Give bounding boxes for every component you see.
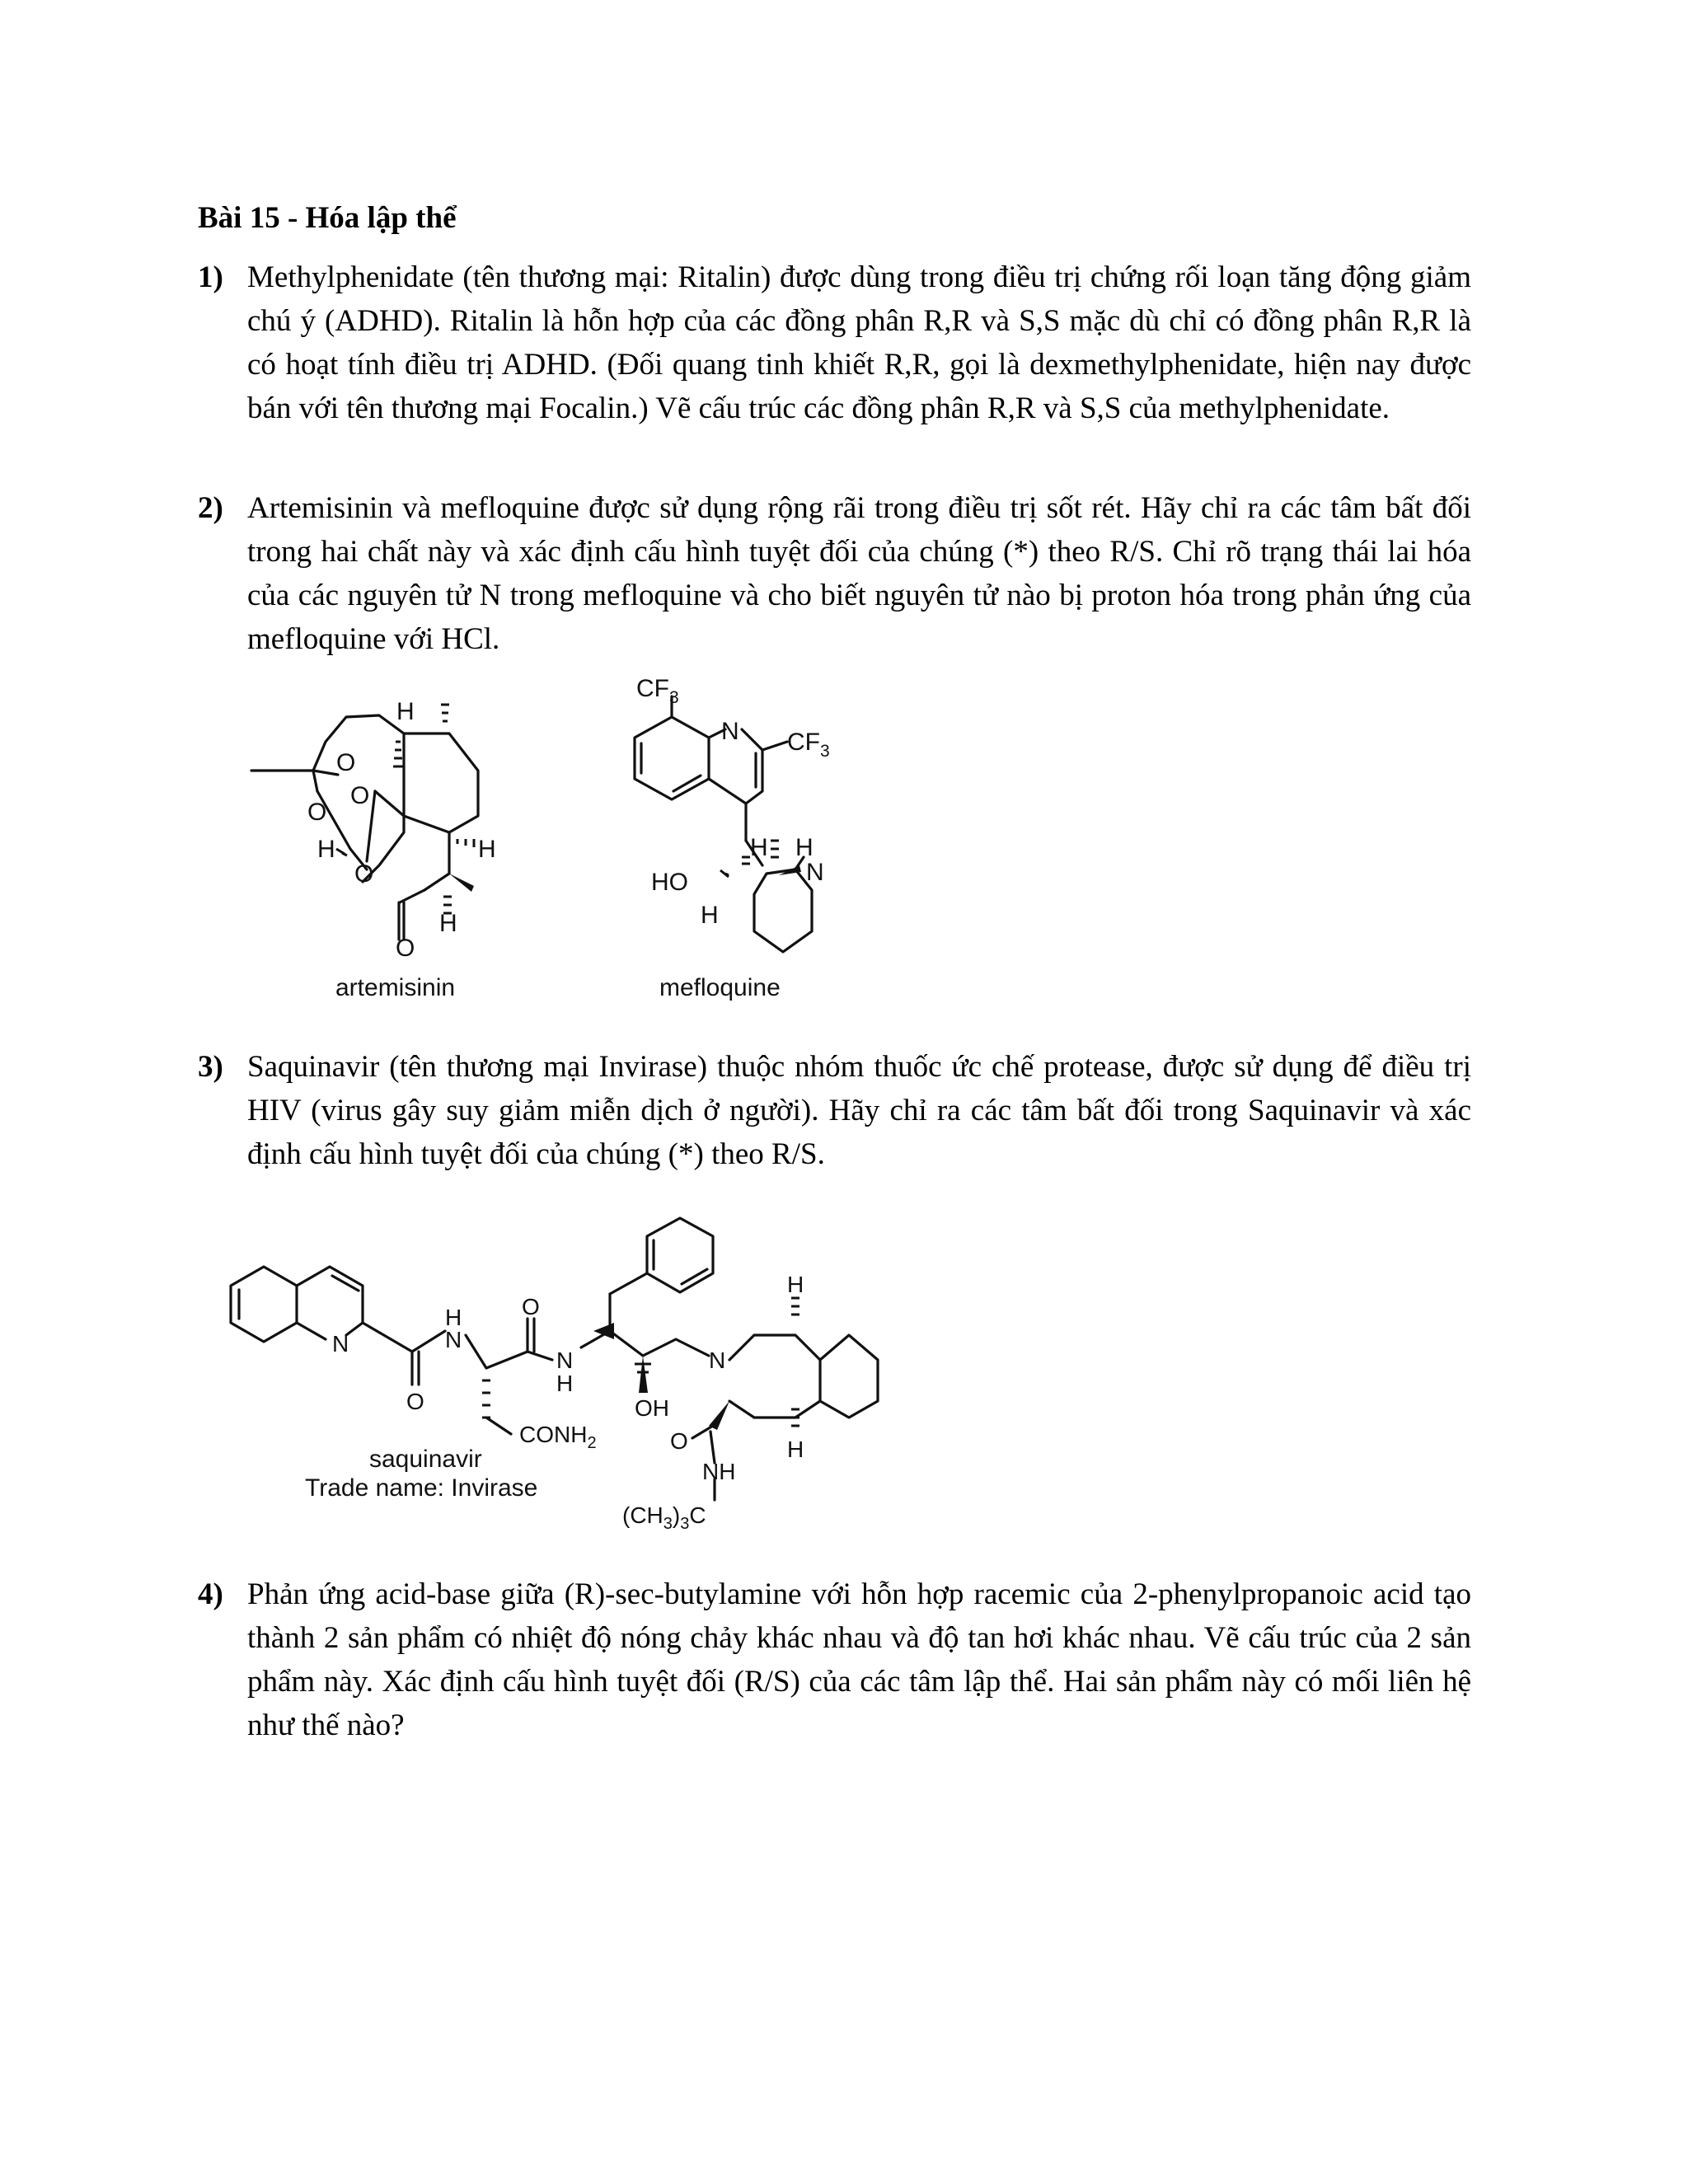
atom-label: N [445,1327,462,1352]
figure-caption: mefloquine [659,974,781,1001]
atom-label: N [721,718,739,745]
mefloquine-structure [593,676,874,1005]
atom-label: O [354,860,374,888]
atom-label: O [336,749,356,776]
figure-trade-name: Trade name: Invirase [305,1474,538,1502]
question-number: 2) [198,491,223,525]
atom-label: N [556,1347,574,1373]
atom-label: H [445,1305,462,1330]
atom-label: H [478,836,496,863]
question-1 [198,255,1471,430]
atom-label: H [439,910,457,937]
atom-label: H [787,1272,804,1297]
atom-label: OH [635,1395,669,1421]
atom-label: O [307,799,327,826]
atom-label: H [396,698,415,725]
question-4 [198,1572,1471,1747]
atom-label: H [317,836,335,863]
question-text: Methylphenidate (tên thương mại: Ritalin) được dùng trong điều trị chứng rối loạn tăng động giảm chú ý (ADHD). Ritalin là hỗn hợp của các đồng phân R,R và S,S mặc dù chỉ có đồng phân R,R là có hoạt tính điều trị ADHD. (Đối quang tinh khiết R,R, gọi là dexmethylphenidate, hiện nay được bán với tên thương mại Focalin.) Vẽ cấu trúc các đồng phân R,R và S,S của methylphenidate. [247,260,1471,425]
atom-label: H [750,834,768,861]
question-3 [198,1045,1471,1176]
atom-label: O [522,1294,540,1319]
figure-caption: artemisinin [335,974,456,1001]
artemisinin-structure [239,684,511,1005]
question-2 [198,486,1471,661]
question-number: 4) [198,1577,223,1611]
figure-caption: saquinavir [369,1446,482,1473]
page-title: Bài 15 - Hóa lập thể [198,201,457,235]
atom-label: O [350,782,370,809]
atom-label: H [787,1436,804,1462]
atom-label: $CF_3$ [636,675,679,707]
atom-label: $CONH_2$ [519,1422,597,1452]
question-number: 3) [198,1050,223,1084]
atom-label: $(CH_3)_3C$ [622,1502,706,1533]
atom-label: NH [702,1459,736,1484]
atom-label: HO [651,869,688,896]
atom-label: O [670,1428,688,1454]
atom-label: N [806,859,824,886]
atom-label: $CF_3$ [787,729,830,761]
atom-label: N [709,1347,726,1373]
atom-label: N [332,1331,349,1357]
question-text: Artemisinin và mefloquine được sử dụng rộng rãi trong điều trị sốt rét. Hãy chỉ ra các tâm bất đối trong hai chất này và xác định cấu hình tuyệt đối của chúng (*) theo R/S. Chỉ rõ trạng thái lai hóa của các nguyên tử N trong mefloquine và cho biết nguyên tử nào bị proton hóa trong phản ứng của mefloquine với HCl. [247,491,1471,656]
question-text: Saquinavir (tên thương mại Invirase) thuộc nhóm thuốc ức chế protease, được sử dụng để điều trị HIV (virus gây suy giảm miễn dịch ở người). Hãy chỉ ra các tâm bất đối trong Saquinavir và xác định cấu hình tuyệt đối của chúng (*) theo R/S. [247,1050,1471,1171]
atom-label: H [556,1371,574,1396]
atom-label: O [396,935,415,962]
saquinavir-structure [223,1212,890,1541]
atom-label: O [406,1389,424,1414]
atom-label: H [701,902,719,929]
question-number: 1) [198,260,223,294]
question-text: Phản ứng acid-base giữa (R)-sec-butylamine với hỗn hợp racemic của 2-phenylpropanoic acid tạo thành 2 sản phẩm có nhiệt độ nóng chảy khác nhau và độ tan hơi khác nhau. Vẽ cấu trúc của 2 sản phẩm này. Xác định cấu hình tuyệt đối (R/S) của các tâm lập thể. Hai sản phẩm này có mối liên hệ như thế nào? [247,1577,1471,1742]
atom-label: H [795,834,814,861]
